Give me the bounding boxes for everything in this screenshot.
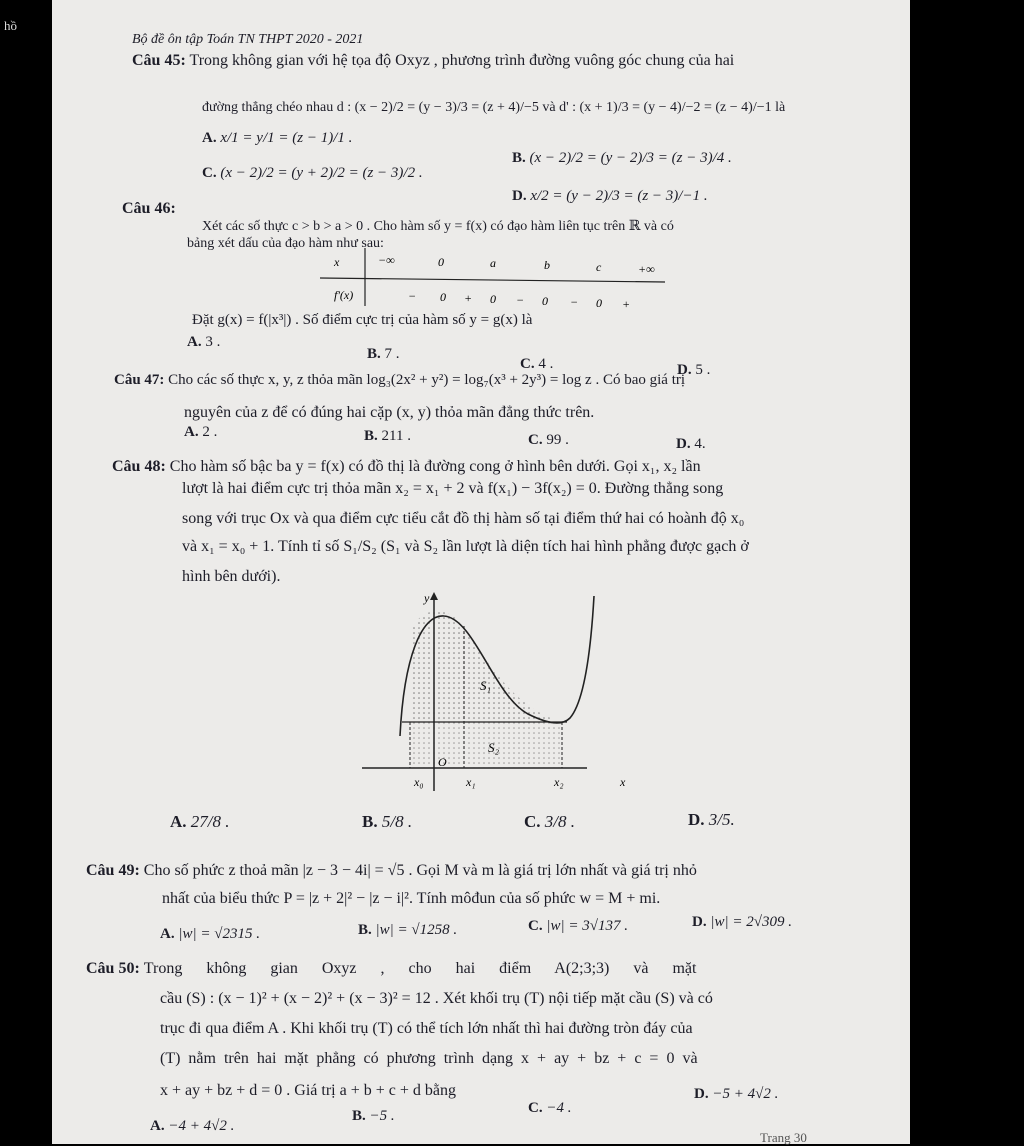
- q46-label: Câu 46:: [122, 200, 176, 217]
- q46-line1: Xét các số thực c > b > a > 0 . Cho hàm số y = f(x) có đạo hàm liên tục trên ℝ và có: [202, 219, 674, 234]
- region-s1: [410, 611, 562, 722]
- tv-s-3: 0: [490, 292, 496, 306]
- q49-line2: nhất của biểu thức P = |z + 2|² − |z − i|². Tính môđun của số phức w = M + mi.: [162, 890, 661, 907]
- label-x: x: [620, 775, 626, 789]
- q47-option-d: D. 4.: [676, 436, 706, 452]
- tv-x-2: a: [490, 256, 496, 270]
- page-number: Trang 30: [760, 1130, 807, 1145]
- q47: [114, 372, 685, 389]
- q48-line2: lượt là hai điểm cực trị thỏa mãn x₂ = x₁ + 2 và f(x₁) − 3f(x₂) = 0. Đường thẳng song: [182, 480, 724, 497]
- tv-x-1: 0: [438, 255, 444, 269]
- label-o: O: [438, 755, 447, 769]
- tv-x-3: b: [544, 258, 550, 272]
- q50-line4: (T) nằm trên hai mặt phẳng có phương trình dạng x + ay + bz + c = 0 và: [160, 1050, 698, 1067]
- label-y: y: [424, 591, 430, 605]
- q47-line1: Cho các số thực x, y, z thỏa mãn log₃(2x² + y²) = log₇(x³ + 2y³) = log z . Có bao giá trị: [168, 372, 686, 388]
- q45: [132, 52, 734, 70]
- q50-line2: cầu (S) : (x − 1)² + (x − 2)² + (x − 3)² = 12 . Xét khối trụ (T) nội tiếp mặt cầu (S) và có: [160, 990, 713, 1007]
- q50-option-b: B. −5 .: [352, 1108, 395, 1124]
- q49-line1: Cho số phức z thoả mãn |z − 3 − 4i| = √5 . Gọi M và m là giá trị lớn nhất và giá trị nhỏ: [143, 862, 697, 879]
- q46-line2: bảng xét dấu của đạo hàm như sau:: [187, 236, 384, 251]
- q48-line3: song với trục Ox và qua điểm cực tiểu cắt đồ thị hàm số tại điểm thứ hai có hoành độ x₀: [182, 510, 745, 527]
- region-s2: [410, 722, 562, 768]
- q47-option-b: B. 211 .: [364, 428, 411, 444]
- page-header: Bộ đề ôn tập Toán TN THPT 2020 - 2021: [132, 32, 364, 47]
- q50-line1: Trong không gian Oxyz , cho hai điểm A(2;3;3) và mặt: [143, 960, 697, 977]
- label-x2: x₂: [554, 775, 564, 789]
- sign-table: [320, 244, 680, 315]
- q50-option-a: A. −4 + 4√2 .: [150, 1118, 235, 1134]
- document-page: [4, 0, 910, 1145]
- q50: [86, 960, 696, 978]
- q50-option-d: D. −5 + 4√2 .: [694, 1086, 779, 1102]
- q46-option-d: D. 5 .: [677, 362, 711, 378]
- q46-option-b: B. 7 .: [367, 346, 400, 362]
- q46-option-a: A. 3 .: [187, 334, 221, 350]
- q47-option-c: C. 99 .: [528, 432, 569, 448]
- q46-option-c: C. 4 .: [520, 356, 554, 372]
- q50-label: Câu 50:: [86, 960, 140, 977]
- q49-option-c: C. |w| = 3√137 .: [528, 918, 628, 934]
- label-s1: S₁: [480, 678, 492, 693]
- q45-option-d: D. x/2 = (y − 2)/3 = (z − 3)/−1 .: [512, 188, 708, 204]
- q47-label: Câu 47:: [114, 372, 165, 388]
- label-x0: x₀: [414, 775, 424, 789]
- q48-line4: và x₁ = x₀ + 1. Tính tỉ số S₁/S₂ (S₁ và S₂ lần lượt là diện tích hai hình phẳng được gạch ở: [182, 538, 749, 555]
- q48-graph-svg: [352, 586, 626, 802]
- q48-line5: hình bên dưới).: [182, 568, 281, 585]
- tv-x-5: +∞: [638, 262, 655, 276]
- q45-line1: Trong không gian với hệ tọa độ Oxyz , phương trình đường vuông góc chung của hai: [189, 52, 735, 69]
- q48-graph: [352, 586, 626, 807]
- q47-option-a: A. 2 .: [184, 424, 218, 440]
- q50-option-c: C. −4 .: [528, 1100, 572, 1116]
- tv-s-8: +: [622, 297, 631, 311]
- q48: [112, 458, 701, 476]
- tv-s-6: −: [570, 295, 579, 309]
- label-x1: x₁: [466, 775, 476, 789]
- label-s2: S₂: [488, 740, 500, 755]
- q50-line5: x + ay + bz + d = 0 . Giá trị a + b + c + d bằng: [160, 1082, 456, 1099]
- q48-option-c: C. 3/8 .: [524, 812, 576, 831]
- row1-head: x: [334, 255, 340, 269]
- q48-option-b: B. 5/8 .: [362, 812, 413, 831]
- sign-table-svg: [320, 244, 680, 310]
- q45-line2: đường thẳng chéo nhau d : (x − 2)/2 = (y − 3)/3 = (z + 4)/−5 và d' : (x + 1)/3 = (y − 4)/−2 = (z − 4)/−1 là: [202, 100, 786, 115]
- tv-s-5: 0: [542, 294, 548, 308]
- tv-s-2: +: [464, 291, 473, 305]
- q49-option-b: B. |w| = √1258 .: [358, 922, 458, 938]
- tv-s-1: 0: [440, 290, 446, 304]
- q45-label: Câu 45:: [132, 52, 186, 69]
- corner-text: hồ: [4, 18, 17, 33]
- q50-line3: trục đi qua điểm A . Khi khối trụ (T) có thể tích lớn nhất thì hai đường tròn đáy của: [160, 1020, 693, 1037]
- q49-label: Câu 49:: [86, 862, 140, 879]
- q49-option-a: A. |w| = √2315 .: [160, 926, 260, 942]
- q47-line2: nguyên của z để có đúng hai cặp (x, y) thỏa mãn đẳng thức trên.: [184, 404, 595, 421]
- tv-s-0: −: [408, 289, 417, 303]
- q45-option-c: C. (x − 2)/2 = (y + 2)/2 = (z − 3)/2 .: [202, 165, 423, 181]
- y-arrow: [430, 592, 438, 600]
- q45-option-b: B. (x − 2)/2 = (y − 2)/3 = (z − 3)/4 .: [512, 150, 732, 166]
- tv-x-4: c: [596, 260, 602, 274]
- q48-label: Câu 48:: [112, 458, 166, 475]
- q48-option-a: A. 27/8 .: [170, 812, 230, 831]
- tv-s-4: −: [516, 293, 525, 307]
- q45-option-a: A. x/1 = y/1 = (z − 1)/1 .: [202, 130, 353, 146]
- q46-line3: Đặt g(x) = f(|x³|) . Số điểm cực trị của hàm số y = g(x) là: [192, 312, 533, 328]
- q48-line1: Cho hàm số bậc ba y = f(x) có đồ thị là đường cong ở hình bên dưới. Gọi x₁, x₂ lần: [169, 458, 701, 475]
- q49-option-d: D. |w| = 2√309 .: [692, 914, 792, 930]
- q46: [122, 200, 176, 218]
- q49: [86, 862, 697, 880]
- tv-s-7: 0: [596, 296, 602, 310]
- q48-option-d: D. 3/5.: [688, 810, 735, 829]
- tv-x-0: −∞: [378, 253, 395, 267]
- row2-head: f'(x): [334, 288, 354, 302]
